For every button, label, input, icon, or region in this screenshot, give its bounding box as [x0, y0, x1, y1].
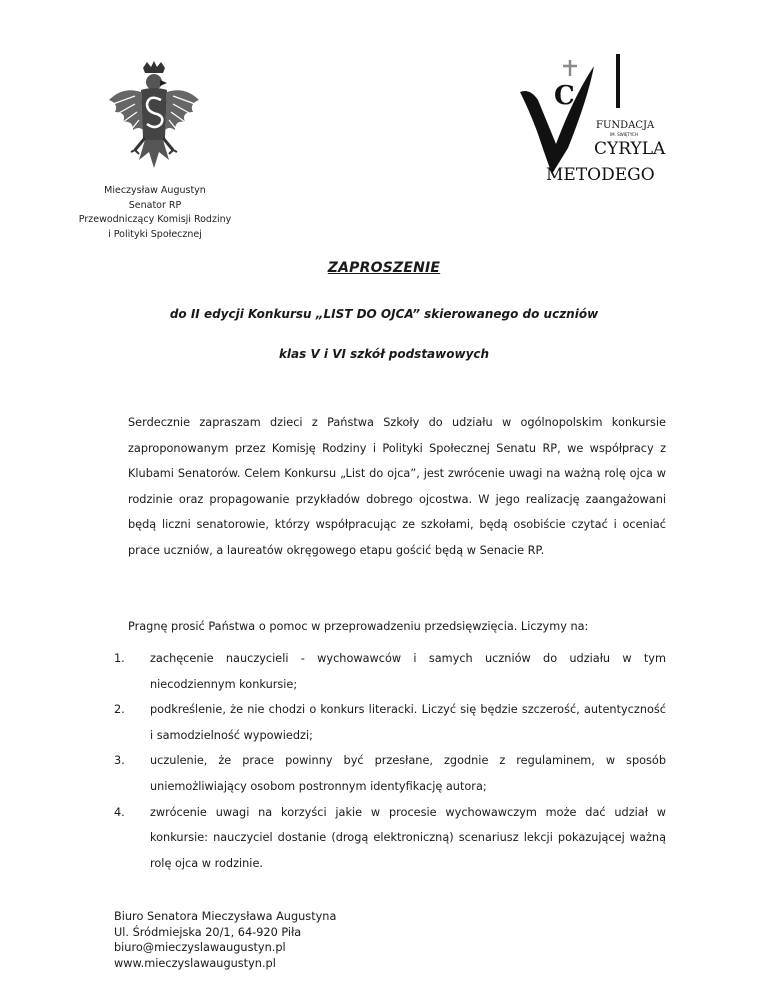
page-title: ZAPROSZENIE [327, 260, 441, 276]
logo-im-swietych: IM. ŚWIĘTYCH [610, 132, 638, 137]
office-name: Biuro Senatora Mieczysława Augustyna [114, 910, 337, 923]
request-list [114, 646, 666, 876]
list-item-text: zachęcenie nauczycieli - wychowawców i samych uczniów do udziału w tym niecodziennym konkursie; [150, 652, 666, 691]
senator-name: Mieczysław Augustyn [104, 185, 206, 196]
list-item-number: 3. [114, 754, 125, 768]
list-item-text: zwrócenie uwagi na korzyści jakie w procesie wychowawczym może dać udział w konkursie: nauczyciel dostanie (drogą elektroniczną) scenariusz lekcji pokazującej ważną rolę ojca w rodzinie. [150, 805, 666, 870]
intro-paragraph: Serdecznie zapraszam dzieci z Państwa Szkoły do udziału w ogólnopolskim konkursie zaproponowanym przez Komisję Rodziny i Polityki Społecznej Senatu RP, we współpracy z Klubami Senatorów. Celem Konkursu „List do ojca”, jest zwrócenie uwagi na ważną rolę ojca w rodzinie oraz propagowanie przykładów dobrego ojcostwa. W jego realizację zaangażowani będą liczni senatorowie, którzy współpracując ze szkołami, będą osobiście czytać i oceniać prace uczniów, a laureatów okręgowego etapu gościć będą w Senacie RP. [128, 416, 666, 557]
request-paragraph: Pragnę prosić Państwa o pomoc w przeprowadzeniu przedsięwzięcia. Liczymy na: [128, 620, 589, 633]
list-item [114, 646, 666, 697]
office-website: www.mieczyslawaugustyn.pl [114, 956, 276, 970]
list-item [114, 697, 666, 748]
senator-role-line1: Przewodniczący Komisji Rodziny [78, 214, 232, 225]
office-address: Ul. Śródmiejska 20/1, 64-920 Piła [114, 925, 302, 939]
list-item-number: 1. [114, 652, 125, 665]
list-item [114, 748, 666, 799]
senator-block [40, 184, 270, 242]
logo-fundacja: FUNDACJA [596, 120, 655, 131]
senate-eagle-emblem [105, 60, 203, 178]
list-item-text: podkreślenie, że nie chodzi o konkurs literacki. Liczyć się będzie szczerość, autentyczność i samodzielność wypowiedzi; [150, 703, 666, 742]
office-footer [114, 909, 434, 971]
foundation-logo [516, 48, 666, 188]
list-item-number: 2. [114, 703, 125, 717]
logo-c-letter: C [554, 81, 575, 111]
senator-title: Senator RP [128, 199, 182, 211]
list-item [114, 800, 666, 877]
logo-cyryla: CYRYLA [594, 139, 666, 159]
senator-role-line2: i Polityki Społecznej [108, 228, 202, 240]
list-item-number: 4. [114, 805, 125, 819]
subtitle-line1: do II edycji Konkursu „LIST DO OJCA” skierowanego do uczniów [169, 307, 599, 321]
list-item-text: uczulenie, że prace powinny być przesłane, zgodnie z regulaminem, w sposób uniemożliwiający osobom postronnym identyfikację autora; [150, 754, 666, 793]
office-email: biuro@mieczyslawaugustyn.pl [114, 941, 286, 955]
subtitle-line2: klas V i VI szkół podstawowych [278, 347, 490, 361]
logo-metodego: METODEGO [546, 165, 655, 185]
